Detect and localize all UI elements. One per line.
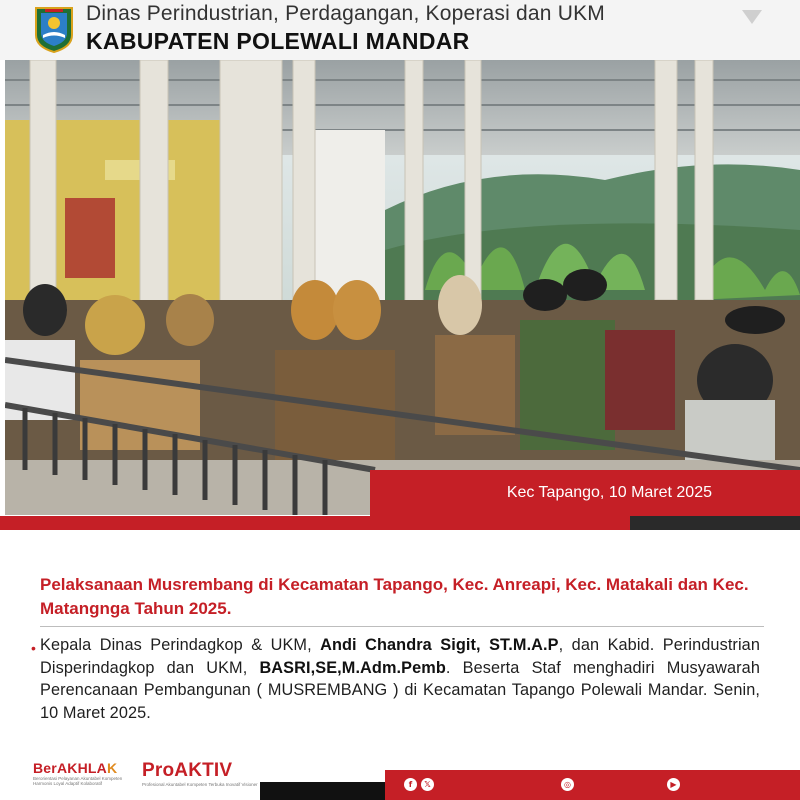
footer-social-bar	[385, 770, 800, 800]
photo-caption-box	[370, 470, 800, 516]
event-photo	[5, 60, 800, 515]
title-divider	[40, 626, 764, 627]
agency-name: Dinas Perindustrian, Perdagangan, Koperasi dan UKM	[86, 2, 605, 25]
berakhlak-k: K	[106, 760, 118, 776]
body-text-3: . Beserta Staf menghadiri Musyawarah Perencanaan Pembangunan ( MUSREMBANG ) di Kecamatan Tapango Polewali Mandar. Senin, 10 Maret 2025.	[40, 658, 760, 722]
triangle-down-icon	[742, 10, 762, 24]
youtube-icon[interactable]: ▶	[667, 778, 680, 791]
article-title: Pelaksanaan Musrembang di Kecamatan Tapango, Kec. Anreapi, Kec. Matakali dan Kec. Matangnga Tahun 2025.	[40, 575, 749, 618]
x-icon[interactable]: 𝕏	[421, 778, 434, 791]
photo-caption: Kec Tapango, 10 Maret 2025	[506, 484, 712, 501]
body-text-2: , dan Kabid. Perindustrian Disperindagkop dan UKM,	[40, 636, 760, 677]
bullet-marker: •	[31, 640, 36, 656]
regency-emblem-icon	[33, 5, 75, 53]
division-head-name: BASRI,SE,M.Adm.Pemb	[259, 658, 446, 677]
dark-divider-band	[630, 516, 800, 530]
berakhlak-tagline: Berorientasi Pelayanan Akuntabel Kompeten Harmonis Loyal Adaptif Kolaboratif	[33, 776, 123, 786]
article-body	[40, 634, 760, 724]
head-of-office-name: Andi Chandra Sigit, ST.M.A.P	[320, 636, 559, 654]
instagram-icon[interactable]: ◎	[561, 778, 574, 791]
berakhlak-text: BerAKHLA	[33, 760, 107, 776]
proaktiv-logo	[142, 760, 262, 787]
header	[0, 0, 800, 60]
footer-dark-bar	[260, 782, 400, 800]
region-name: KABUPATEN POLEWALI MANDAR	[86, 28, 470, 54]
facebook-icon[interactable]: f	[404, 778, 417, 791]
proaktiv-tagline: Profesional Akuntabel Kompeten Terbuka Inovatif Visioner	[142, 782, 258, 787]
berakhlak-logo	[33, 760, 128, 786]
proaktiv-text: ProAKTIV	[142, 760, 233, 781]
body-text-1: Kepala Dinas Perindagkop & UKM,	[40, 636, 321, 654]
